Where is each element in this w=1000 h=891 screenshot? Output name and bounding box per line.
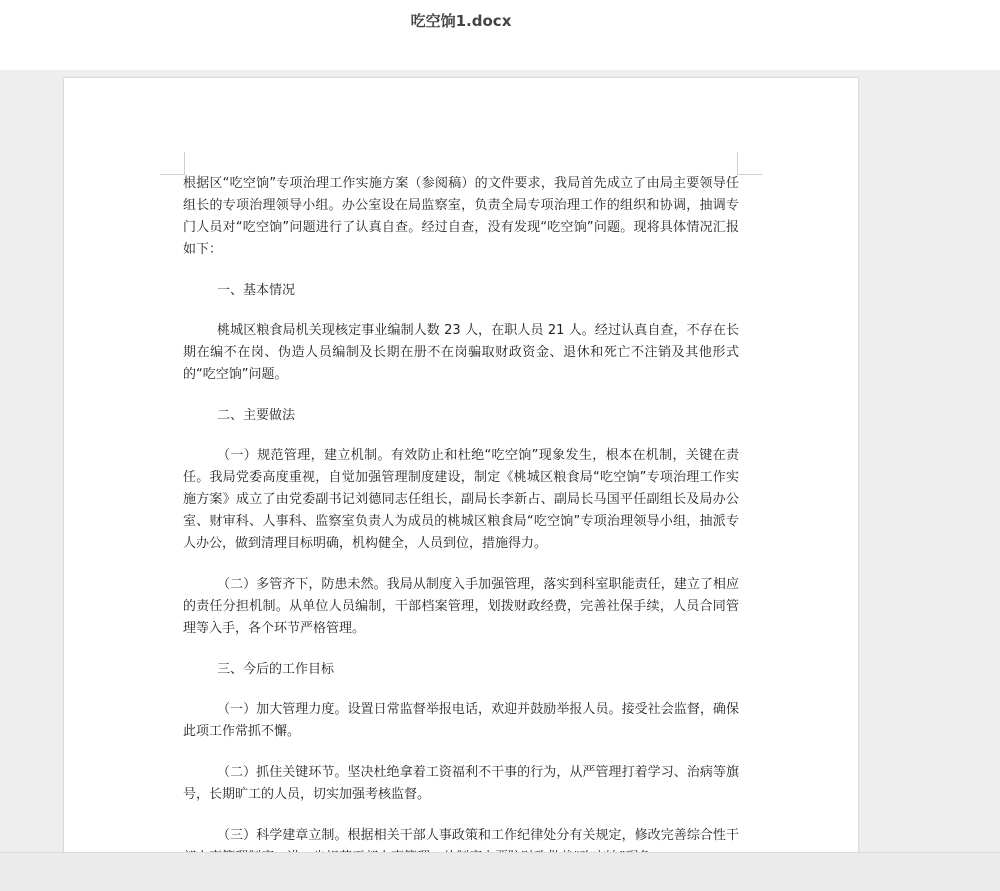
section-heading-practices: 二、主要做法 [217,408,296,423]
goals-item-2: （二）抓住关键环节。坚决杜绝拿着工资福利不干事的行为，从严管理打着学习、治病等旗号，长期旷工的人员，切实加强考核监督。 [183,765,739,802]
intro-paragraph: 根据区“吃空饷”专项治理工作实施方案（参阅稿）的文件要求，我局首先成立了由局主要领导任组长的专项治理领导小组。办公室设在局监察室，负责全局专项治理工作的组织和协调，抽调专门人员对“吃空饷”问题进行了认真自查。经过自查，没有发现“吃空饷”问题。现将具体情况汇报如下： [183,176,739,257]
goals-item-3: （三）科学建章立制。根据相关干部人事政策和工作纪律处分有关规定，修改完善综合性干 [217,828,739,843]
title-bar [0,0,1000,70]
section-paragraph-basic: 桃城区粮食局机关现核定事业编制人数 23 人，在职人员 21 人。经过认真自查，不存在长期在编不在岗、伪造人员编制及长期在册不在岗骗取财政资金、退休和死亡不注销及其他形式的“吃空饷”问题。 [183,323,739,382]
practices-item-1: （一）规范管理，建立机制。有效防止和杜绝“吃空饷”现象发生，根本在机制，关键在责任。我局党委高度重视，自觉加强管理制度建设，制定《桃城区粮食局“吃空饷”专项治理工作实施方案》成立了由党委副书记刘德同志任组长，副局长李新占、副局长马国平任副组长及局办公室、财审科、人事科、监察室负责人为成员的桃城区粮食局“吃空饷”专项治理领导小组，抽派专人办公，做到清理目标明确，机构健全，人员到位，措施得力。 [183,448,739,551]
margin-corner-top-right [737,152,762,175]
document-viewer[interactable] [0,70,1000,852]
section-heading-goals: 三、今后的工作目标 [217,662,335,677]
margin-corner-top-left [160,152,185,175]
practices-item-2: （二）多管齐下，防患未然。我局从制度入手加强管理，落实到科室职能责任，建立了相应的责任分担机制。从单位人员编制，干部档案管理，划拨财政经费，完善社保手续，人员合同管理等入手，各个环节严格管理。 [183,577,739,636]
section-heading-basic: 一、基本情况 [217,283,296,298]
document-body [183,173,739,888]
goals-item-1: （一）加大管理力度。设置日常监督举报电话，欢迎并鼓励举报人员。接受社会监督，确保此项工作常抓不懈。 [183,702,739,739]
document-page [64,78,858,878]
document-title: 吃空饷1.docx [410,12,512,30]
bottom-toolbar [0,852,1000,891]
